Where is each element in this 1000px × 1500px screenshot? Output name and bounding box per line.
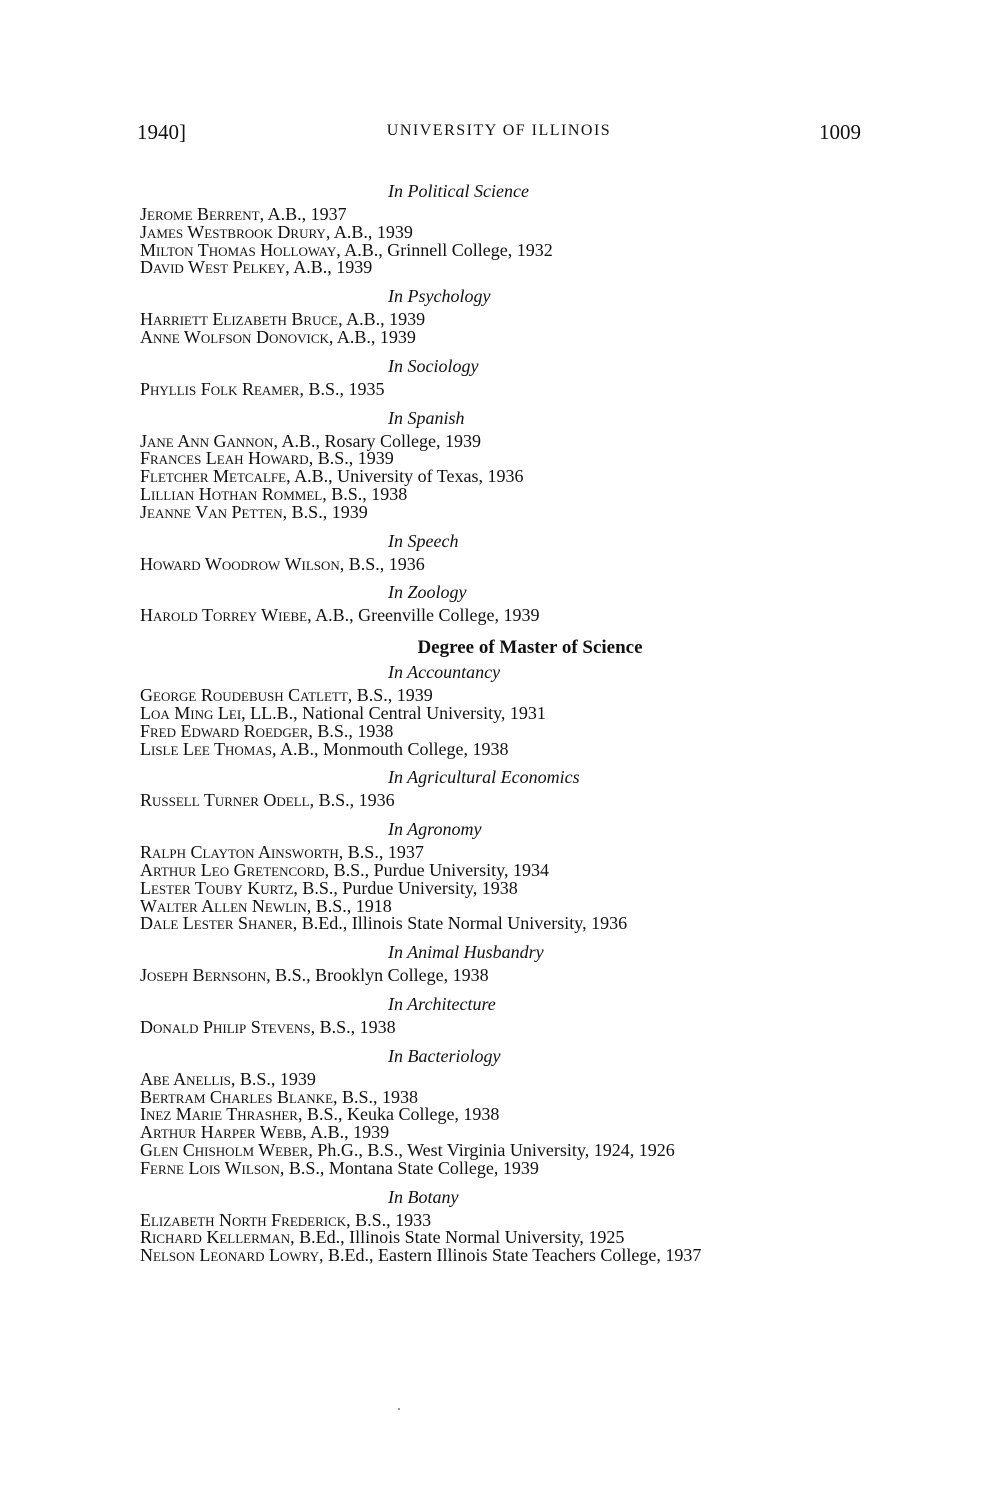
graduate-entry (140, 915, 860, 933)
running-title: UNIVERSITY OF ILLINOIS (386, 122, 612, 139)
graduate-entry (140, 967, 860, 985)
entry-list (140, 844, 860, 933)
degree-details: , B.S., 1939 (308, 448, 394, 469)
degree-details: , B.S., 1938 (308, 720, 394, 741)
degree-details: , A.B., Monmouth College, 1938 (271, 738, 509, 759)
entry-list (140, 687, 860, 758)
degree-heading: Degree of Master of Science (417, 637, 643, 659)
degree-details: , LL.B., National Central University, 1931 (241, 702, 546, 723)
section-heading: In Animal Husbandry (388, 942, 544, 963)
graduate-name: George Roudebush Catlett (140, 685, 348, 706)
graduate-entry (140, 1247, 860, 1265)
graduate-name: Donald Philip Stevens (140, 1016, 311, 1037)
graduate-name: Elizabeth North Frederick (140, 1209, 347, 1230)
graduate-name: Bertram Charles Blanke (140, 1086, 334, 1107)
degree-details: , A.B., University of Texas, 1936 (286, 466, 524, 487)
section-heading: In Speech (388, 530, 459, 551)
graduate-entry (140, 792, 860, 810)
graduate-name: Arthur Harper Webb (140, 1122, 303, 1143)
graduate-name: Dale Lester Shaner (140, 913, 293, 934)
running-header (137, 120, 861, 150)
section-heading: In Psychology (388, 286, 491, 307)
graduate-name: Ralph Clayton Ainsworth (140, 842, 339, 863)
graduate-name: Harold Torrey Wiebe (140, 605, 308, 626)
graduate-name: Anne Wolfson Donovick (140, 326, 329, 347)
degree-details: , B.S., Montana State College, 1939 (279, 1157, 539, 1178)
degree-details: , B.S., 1939 (347, 685, 433, 706)
entry-list (140, 378, 860, 399)
degree-details: , B.S., 1918 (306, 895, 392, 916)
section-heading: In Political Science (388, 181, 529, 201)
graduate-name: Jeanne Van Petten (140, 501, 283, 522)
section-heading: In Zoology (388, 582, 467, 603)
entry-list (140, 430, 860, 522)
entry-list (140, 1016, 860, 1037)
degree-details: , A.B., 1937 (259, 204, 347, 224)
page-number: 1009 (819, 120, 861, 144)
section-heading: In Agricultural Economics (388, 767, 580, 788)
degree-details: , B.S., 1939 (230, 1068, 316, 1089)
graduate-name: Arthur Leo Gretencord (140, 859, 325, 880)
degree-details: , B.S., 1939 (282, 501, 368, 522)
entry-list (140, 311, 860, 347)
degree-details: , A.B., 1939 (325, 221, 413, 242)
degree-details: , B.S., 1936 (309, 790, 395, 811)
graduate-name: Fletcher Metcalfe (140, 466, 287, 487)
year-bracket: 1940] (137, 120, 186, 144)
degree-details: , B.S., 1938 (322, 483, 408, 504)
graduate-name: Milton Thomas Holloway (140, 239, 337, 260)
degree-details: , B.S., 1933 (346, 1209, 432, 1230)
degree-details: , B.S., Keuka College, 1938 (297, 1104, 500, 1125)
entry-list (140, 1068, 860, 1178)
degree-details: , B.S., Purdue University, 1938 (293, 877, 518, 898)
section-heading: In Accountancy (388, 662, 501, 683)
graduate-name: Frances Leah Howard (140, 448, 309, 469)
degree-details: , B.S., Brooklyn College, 1938 (266, 965, 489, 986)
entry-list (140, 967, 860, 985)
section-heading: In Spanish (388, 407, 465, 428)
graduate-name: Jerome Berrent (140, 204, 260, 224)
section-heading: In Architecture (388, 993, 496, 1014)
degree-details: , A.B., 1939 (285, 257, 373, 278)
degree-details: , B.Ed., Eastern Illinois State Teachers College, 1937 (319, 1245, 702, 1266)
graduate-name: Ferne Lois Wilson (140, 1157, 280, 1178)
graduate-name: Howard Woodrow Wilson (140, 553, 340, 574)
degree-details: , A.B., 1939 (302, 1122, 390, 1143)
degree-details: , B.S., 1936 (339, 553, 425, 574)
entry-list (140, 206, 860, 277)
entry-list (140, 1209, 860, 1266)
graduate-name: Lisle Lee Thomas (140, 738, 272, 759)
section-heading: In Sociology (388, 355, 479, 376)
graduate-entry (140, 607, 860, 625)
graduate-name: Lester Touby Kurtz (140, 877, 294, 898)
graduate-name: Fred Edward Roedger (140, 720, 309, 741)
degree-details: , A.B., Rosary College, 1939 (273, 430, 481, 451)
degree-details: , A.B., 1939 (338, 309, 426, 330)
graduate-name: Lillian Hothan Rommel (140, 483, 323, 504)
degree-details: , A.B., Grinnell College, 1932 (336, 239, 553, 260)
graduate-entry (140, 326, 860, 347)
degree-details: , B.Ed., Illinois State Normal University, 1936 (292, 913, 628, 934)
degree-details: , Ph.G., B.S., West Virginia University, 1924, 1926 (308, 1139, 675, 1160)
graduate-name: James Westbrook Drury (140, 221, 326, 242)
graduate-name: David West Pelkey (140, 257, 286, 278)
section-heading: In Agronomy (388, 819, 482, 840)
graduate-entry (140, 553, 860, 574)
page-body (140, 172, 860, 1265)
degree-details: , B.S., 1935 (299, 378, 385, 399)
graduate-entry (140, 738, 860, 759)
graduate-name: Abe Anellis (140, 1068, 231, 1089)
section-heading: In Botany (388, 1186, 459, 1207)
graduate-name: Loa Ming Lei (140, 702, 242, 723)
graduate-entry (140, 1016, 860, 1037)
scan-speck (398, 1408, 400, 1410)
graduate-name: Jane Ann Gannon (140, 430, 274, 451)
graduate-name: Phyllis Folk Reamer (140, 378, 300, 399)
graduate-name: Joseph Bernsohn (140, 965, 267, 986)
graduate-name: Harriett Elizabeth Bruce (140, 309, 339, 330)
degree-details: , A.B., 1939 (328, 326, 416, 347)
graduate-name: Walter Allen Newlin (140, 895, 307, 916)
degree-details: , B.S., 1938 (333, 1086, 419, 1107)
section-heading: In Bacteriology (388, 1045, 501, 1066)
degree-details: , B.S., 1937 (338, 842, 424, 863)
graduate-name: Richard Kellerman (140, 1227, 291, 1248)
entry-list (140, 607, 860, 625)
entry-list (140, 553, 860, 574)
degree-details: , B.Ed., Illinois State Normal University, 1925 (290, 1227, 625, 1248)
graduate-entry (140, 259, 860, 277)
graduate-entry (140, 1157, 860, 1178)
graduate-name: Nelson Leonard Lowry (140, 1245, 320, 1266)
entry-list (140, 792, 860, 810)
degree-details: , B.S., Purdue University, 1934 (324, 859, 549, 880)
graduate-name: Russell Turner Odell (140, 790, 310, 811)
graduate-entry (140, 501, 860, 522)
degree-details: , A.B., Greenville College, 1939 (307, 605, 540, 626)
graduate-name: Inez Marie Thrasher (140, 1104, 298, 1125)
graduate-entry (140, 378, 860, 399)
degree-details: , B.S., 1938 (310, 1016, 396, 1037)
graduate-name: Glen Chisholm Weber (140, 1139, 309, 1160)
